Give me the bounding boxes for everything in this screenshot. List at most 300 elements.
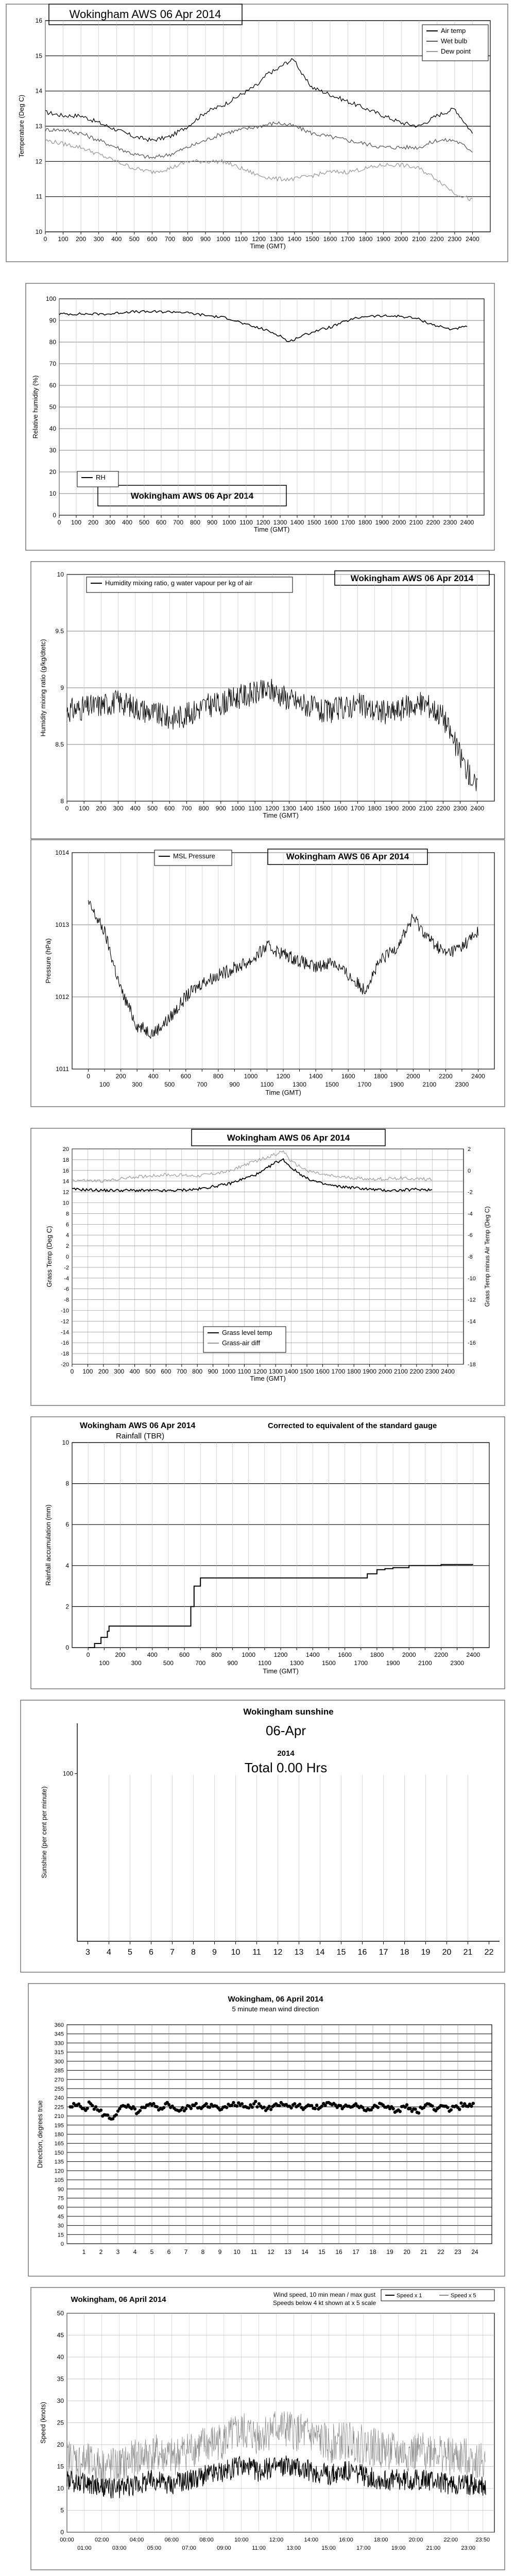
x-tick-label: 1200 [256,519,270,526]
x-tick-label: 1900 [375,519,389,526]
direction-point [235,2105,238,2108]
y-tick-label: 195 [54,2122,64,2129]
direction-point [71,2105,74,2108]
chart-title: Wokingham sunshine [243,1707,334,1717]
direction-point [323,2104,327,2107]
x-tick-label: 2400 [460,519,474,526]
x-tick-label: 22 [437,2248,444,2256]
y-tick-label: 330 [54,2040,64,2047]
y-tick-label: 8 [65,1211,69,1217]
y-tick-label: 135 [54,2159,64,2165]
x-tick-label: 2000 [402,1651,416,1658]
x-tick-label: 900 [207,519,218,526]
y-tick-label: 15 [57,2232,64,2239]
x-tick-label: 400 [148,1073,159,1080]
y-tick-label: 60 [57,2205,64,2211]
x-tick-label: 1000 [231,805,245,812]
chart-subtitle: Wind speed, 10 min mean / max gust [273,2291,376,2298]
direction-point [314,2107,317,2110]
x-tick-label: 21:00 [426,2545,441,2551]
x-tick-label: 1600 [341,1073,355,1080]
direction-point [391,2107,394,2110]
x-tick-label: 1700 [351,805,365,812]
x-tick-label: 15 [318,2248,325,2256]
x-tick-label: 2000 [378,1368,392,1375]
x-tick-label: 400 [130,805,141,812]
direction-point [139,2109,142,2112]
pressure-chart [0,835,515,1113]
y-tick-label: 0 [65,1254,69,1260]
direction-point [106,2113,109,2116]
y-tick-label: 30 [57,2223,64,2229]
y-tick-label: 0 [60,2241,64,2247]
x-tick-label: 1200 [265,805,279,812]
x-tick-label: 2000 [394,235,408,243]
x-axis-label: Time (GMT) [253,526,290,533]
wind-direction-chart [0,1978,515,2282]
x-tick-label: 700 [176,1368,187,1375]
x-tick-label: 1700 [357,1081,372,1088]
y-tick-label: 270 [54,2077,64,2083]
x-tick-label: 300 [114,1368,125,1375]
x-tick-label: 300 [131,1659,142,1667]
x-tick-label: 900 [229,1081,240,1088]
y-tick-label: 8 [65,1480,69,1487]
y-axis-label: Pressure (hPa) [44,938,52,984]
x-tick-label: 1800 [347,1368,361,1375]
y-tick-label: -14 [61,1329,69,1336]
chart-title: Wokingham, 06 April 2014 [228,1995,323,2004]
y-tick-label: 10 [35,228,42,235]
legend-label: Speed x 1 [397,2293,422,2299]
x-tick-label: 2300 [450,1659,465,1667]
x-tick-label: 1100 [248,805,262,812]
y-tick-label: 40 [49,425,56,432]
date-label: 06-Apr [265,1723,306,1738]
x-tick-label: 1500 [325,1081,339,1088]
x-tick-label: 22 [484,1948,494,1957]
y-tick-label: 12 [35,158,42,165]
y-tick-label: 30 [49,447,56,454]
direction-point [414,2108,417,2111]
x-tick-label: 2400 [471,1073,485,1080]
x-tick-label: 800 [182,235,193,243]
chart-title: Wokingham AWS 06 Apr 2014 [80,1421,196,1430]
x-tick-label: 2100 [409,519,423,526]
direction-point [162,2106,165,2109]
x-tick-label: 1700 [341,235,355,243]
x-tick-label: 1100 [260,1081,274,1088]
x-axis-label: Time (GMT) [250,242,286,250]
x-tick-label: 12:00 [269,2537,284,2543]
x-tick-label: 2200 [434,1651,448,1658]
direction-point [204,2102,208,2105]
x-tick-label: 0 [57,519,61,526]
x-tick-label: 100 [99,1659,110,1667]
x-tick-label: 800 [213,1073,224,1080]
x-tick-label: 1100 [237,1368,251,1375]
direction-point [254,2100,257,2103]
legend-label: Grass level temp [222,1329,272,1336]
x-tick-label: 100 [58,235,68,243]
x-tick-label: 7 [184,2248,188,2256]
x-tick-label: 4 [107,1948,111,1957]
temperature-chart [0,0,515,268]
y2-tick-label: -2 [468,1189,473,1196]
x-tick-label: 2400 [466,235,479,243]
y-tick-label: 70 [49,360,56,367]
x-tick-label: 2300 [443,519,457,526]
y-tick-label: 225 [54,2104,64,2111]
x-tick-label: 600 [147,235,158,243]
direction-point [472,2102,475,2105]
y2-tick-label: -6 [468,1232,473,1239]
x-tick-label: 500 [147,805,158,812]
x-tick-label: 600 [180,1073,191,1080]
y-tick-label: 13 [35,123,42,130]
chart-title: Wokingham AWS 06 Apr 2014 [286,852,409,861]
x-tick-label: 800 [198,805,209,812]
x-tick-label: 1800 [358,519,372,526]
x-tick-label: 03:00 [112,2545,127,2551]
x-tick-label: 2300 [453,805,467,812]
y-tick-label: 10 [62,1439,69,1446]
y-tick-label: 1013 [55,921,69,928]
y2-tick-label: -16 [468,1340,476,1347]
y2-tick-label: 2 [468,1146,471,1153]
y-tick-label: 8.5 [55,741,64,748]
x-tick-label: 01:00 [77,2545,92,2551]
x-tick-label: 1800 [370,1651,384,1658]
legend-label: Humidity mixing ratio, g water vapour per kg of air [105,579,253,587]
y-tick-label: 40 [57,2353,64,2361]
direction-point [417,2111,420,2114]
x-axis-label: Time (GMT) [263,811,299,819]
chart-subtitle: Corrected to equivalent of the standard gauge [268,1421,437,1430]
x-tick-label: 14:00 [304,2537,319,2543]
x-tick-label: 9 [212,1948,217,1957]
direction-point [263,2106,266,2109]
y-tick-label: 210 [54,2113,64,2120]
direction-point [376,2106,380,2109]
x-tick-label: 200 [88,519,99,526]
x-tick-label: 8 [191,1948,196,1957]
x-tick-label: 2100 [412,235,426,243]
x-tick-label: 18 [400,1948,409,1957]
y-tick-label: 9 [60,684,64,691]
y-tick-label: 2 [65,1603,69,1611]
x-tick-label: 1800 [358,235,373,243]
y-tick-label: 150 [54,2149,64,2156]
x-tick-label: 1500 [322,1659,336,1667]
x-tick-label: 12 [267,2248,274,2256]
x-tick-label: 1300 [273,519,287,526]
x-tick-label: 1600 [324,519,338,526]
x-tick-label: 700 [195,1659,206,1667]
y-tick-label: -6 [64,1286,69,1293]
x-tick-label: 6 [149,1948,153,1957]
y-tick-label: 90 [57,2186,64,2193]
x-tick-label: 23 [454,2248,461,2256]
x-tick-label: 0 [70,1368,74,1375]
x-tick-label: 1500 [305,235,319,243]
x-tick-label: 20 [403,2248,410,2256]
x-tick-label: 3 [116,2248,120,2256]
y-tick-label: 6 [65,1521,69,1529]
rainfall-chart-panel [0,1412,515,1695]
x-tick-label: 10 [231,1948,241,1957]
y-tick-label: 30 [57,2397,64,2404]
relative-humidity-chart [0,278,515,556]
y-axis-label: Speed (knots) [39,2402,47,2444]
chart-subtitle: 5 minute mean wind direction [232,2005,319,2013]
direction-point [85,2107,89,2110]
x-tick-label: 200 [96,805,107,812]
legend-label: Wet bulb [441,37,468,45]
x-tick-label: 1600 [333,805,348,812]
x-tick-label: 2100 [419,805,433,812]
direction-point [99,2109,102,2112]
x-axis-label: Time (GMT) [263,1667,299,1675]
y-tick-label: 180 [54,2131,64,2138]
x-tick-label: 500 [139,519,150,526]
x-tick-label: 21 [420,2248,427,2256]
x-tick-label: 2 [99,2248,103,2256]
y-tick-label: 2 [65,1243,69,1250]
wind-direction-chart-panel [0,1978,515,2282]
x-tick-label: 700 [197,1081,208,1088]
x-tick-label: 20:00 [408,2537,423,2543]
direction-point [247,2106,250,2109]
x-tick-label: 2300 [448,235,462,243]
y-tick-label: 20 [49,468,56,476]
y2-tick-label: 0 [468,1167,471,1174]
x-tick-label: 2000 [392,519,406,526]
x-tick-label: 11 [250,2248,258,2256]
direction-point [405,2103,408,2106]
direction-point [115,2113,118,2116]
x-tick-label: 300 [105,519,116,526]
x-tick-label: 1300 [268,1368,283,1375]
direction-point [289,2106,293,2109]
legend-label: Grass-air diff [222,1339,261,1347]
x-tick-label: 1700 [331,1368,346,1375]
y-tick-label: 16 [62,1167,69,1174]
y-tick-label: -16 [61,1340,69,1347]
pressure-chart-panel [0,835,515,1113]
x-tick-label: 2100 [394,1368,408,1375]
y-tick-label: 0 [60,2529,64,2536]
y-tick-label: 0 [65,1644,69,1651]
x-tick-label: 400 [147,1651,158,1658]
y2-axis-label: Grass Temp minus Air Temp (Deg C) [484,1206,491,1307]
x-tick-label: 1200 [252,235,266,243]
humidity-chart-panel [0,278,515,556]
y-tick-label: -20 [61,1362,69,1368]
y-tick-label: 15 [57,2463,64,2470]
x-tick-label: 11:00 [252,2545,266,2551]
y-tick-label: 100 [62,1770,73,1777]
y-tick-label: 45 [57,2213,64,2220]
x-tick-label: 13 [284,2248,291,2256]
y2-tick-label: -12 [468,1297,476,1303]
x-tick-label: 1900 [390,1081,404,1088]
x-tick-label: 1400 [290,519,304,526]
x-tick-label: 1000 [221,1368,236,1375]
wind-speed-chart-panel [0,2282,515,2576]
y-tick-label: 8 [60,798,64,805]
x-tick-label: 0 [65,805,69,812]
x-tick-label: 5 [150,2248,154,2256]
chart-title: Wokingham AWS 06 Apr 2014 [130,491,254,501]
legend-label: Dew point [441,47,471,55]
x-tick-label: 09:00 [217,2545,231,2551]
x-tick-label: 1400 [284,1368,298,1375]
x-tick-label: 1100 [239,519,253,526]
x-tick-label: 11 [252,1948,261,1957]
y-tick-label: 5 [60,2506,64,2514]
x-tick-label: 20 [442,1948,452,1957]
x-tick-label: 700 [173,519,184,526]
x-tick-label: 1000 [222,519,236,526]
x-tick-label: 100 [71,519,82,526]
y-tick-label: 60 [49,382,56,389]
mixing-ratio-chart-panel [0,556,515,845]
legend-label: Speed x 5 [451,2293,476,2299]
direction-point [315,2104,318,2107]
y-tick-label: 10 [57,2485,64,2492]
y-tick-label: 4 [65,1232,69,1239]
y2-tick-label: -14 [468,1318,476,1325]
y-tick-label: 90 [49,317,56,324]
direction-point [399,2110,402,2113]
direction-point [232,2101,235,2104]
y-tick-label: 15 [35,52,42,60]
y-tick-label: 50 [57,2310,64,2317]
x-tick-label: 10 [233,2248,241,2256]
y-tick-label: 4 [65,1562,69,1569]
y-tick-label: -4 [64,1275,69,1282]
x-tick-label: 1500 [316,805,331,812]
x-tick-label: 1500 [307,519,321,526]
chart-title: Wokingham AWS 06 Apr 2014 [69,8,221,21]
legend-label: RH [96,473,106,481]
x-tick-label: 1100 [234,235,248,243]
x-tick-label: 1600 [316,1368,330,1375]
chart-title: Wokingham AWS 06 Apr 2014 [350,573,474,583]
y-tick-label: 240 [54,2095,64,2102]
x-tick-label: 1000 [244,1073,258,1080]
x-tick-label: 400 [122,519,133,526]
direction-point [184,2107,187,2110]
total-label: Total 0.00 Hrs [244,1760,328,1775]
y-tick-label: 255 [54,2086,64,2092]
x-tick-label: 800 [211,1651,222,1658]
y-tick-label: 75 [57,2195,64,2202]
x-tick-label: 19:00 [391,2545,406,2551]
x-tick-label: 18 [369,2248,376,2256]
x-tick-label: 12 [273,1948,283,1957]
wind-speed-chart [0,2282,515,2576]
x-tick-label: 600 [161,1368,171,1375]
y-axis-label: Grass Temp (Deg C) [45,1226,53,1287]
x-tick-label: 1600 [323,235,337,243]
direction-point [152,2102,155,2105]
x-tick-label: 13:00 [286,2545,301,2551]
y-axis-label: Rainfall accumulation (mm) [44,1504,52,1586]
direction-point [278,2104,281,2107]
direction-point [156,2105,159,2108]
series-label: Rainfall (TBR) [116,1432,165,1440]
chart-note: Speeds below 4 kt shown at x 5 scale [272,2299,376,2307]
direction-point [470,2105,473,2108]
x-tick-label: 17 [352,2248,359,2256]
y-tick-label: 300 [54,2058,64,2065]
x-tick-label: 900 [215,805,226,812]
x-tick-label: 2400 [466,1651,480,1658]
x-tick-label: 1300 [282,805,296,812]
x-tick-label: 1800 [373,1073,388,1080]
x-tick-label: 500 [129,235,140,243]
y-tick-label: -12 [61,1318,69,1325]
mixing-ratio-chart [0,556,515,845]
rainfall-chart [0,1412,515,1695]
x-axis-label: Time (GMT) [250,1375,286,1382]
x-tick-label: 1800 [368,805,382,812]
x-tick-label: 400 [129,1368,140,1375]
grass-temp-chart-panel [0,1123,515,1412]
direction-point [133,2107,136,2110]
x-tick-label: 1000 [216,235,230,243]
y-tick-label: 10 [62,1200,69,1207]
x-tick-label: 2300 [425,1368,439,1375]
y-tick-label: 105 [54,2177,64,2184]
y-tick-label: 80 [49,338,56,346]
x-axis-label: Time (GMT) [265,1089,301,1096]
y-tick-label: 20 [57,2441,64,2448]
y2-tick-label: -4 [468,1211,473,1217]
y-tick-label: 1014 [55,849,69,856]
x-tick-label: 400 [111,235,122,243]
x-tick-label: 05:00 [147,2545,162,2551]
x-tick-label: 1 [82,2248,86,2256]
x-tick-label: 500 [145,1368,156,1375]
x-tick-label: 2200 [426,519,440,526]
x-tick-label: 600 [179,1651,190,1658]
x-tick-label: 300 [93,235,104,243]
direction-point [269,2108,272,2111]
y-tick-label: 25 [57,2419,64,2427]
x-tick-label: 2200 [436,805,450,812]
x-tick-label: 13 [294,1948,304,1957]
x-tick-label: 23:50 [475,2537,490,2543]
y2-tick-label: -10 [468,1275,476,1282]
y-tick-label: 10 [49,490,56,497]
x-tick-label: 14 [301,2248,308,2256]
direction-point [298,2103,301,2106]
temperature-chart-panel [0,0,515,268]
x-tick-label: 24 [471,2248,478,2256]
x-tick-label: 7 [170,1948,175,1957]
x-tick-label: 1200 [273,1651,288,1658]
x-tick-label: 21 [463,1948,473,1957]
x-tick-label: 1000 [242,1651,256,1658]
y-tick-label: 1012 [55,993,69,1001]
x-tick-label: 1400 [299,805,314,812]
x-tick-label: 800 [190,519,201,526]
direction-point [255,2105,259,2108]
x-tick-label: 100 [79,805,90,812]
